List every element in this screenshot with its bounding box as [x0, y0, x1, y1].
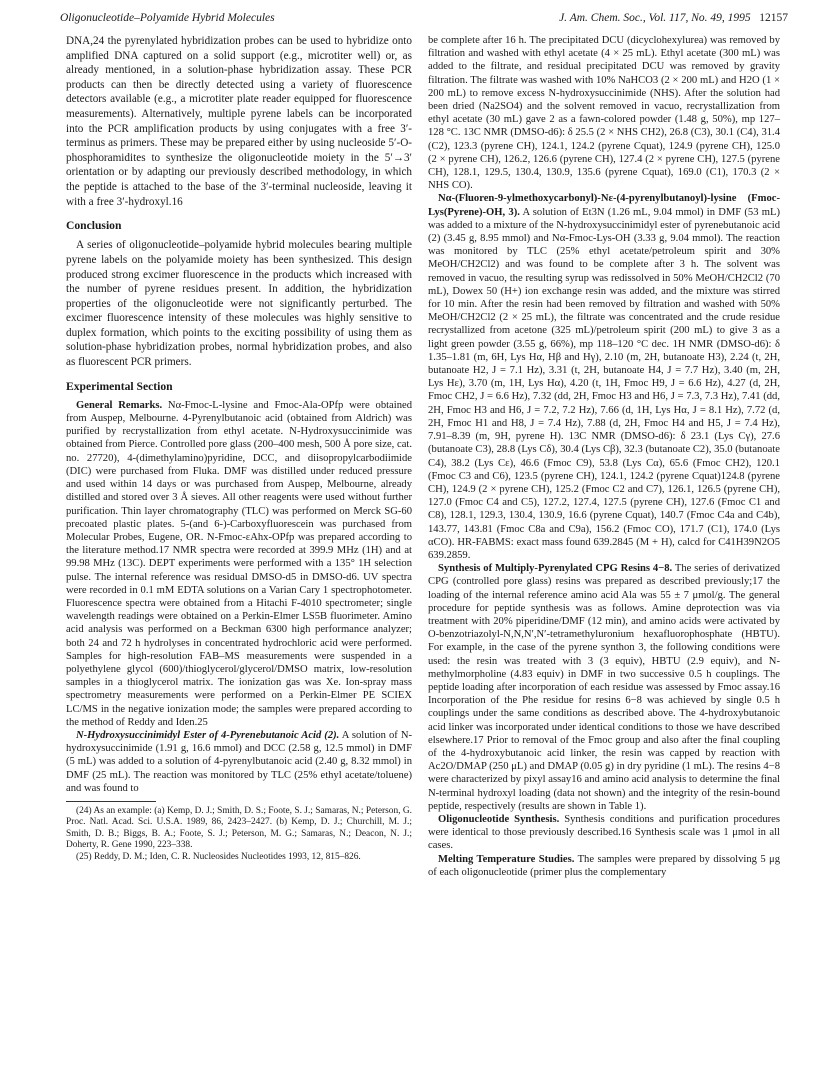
melting-paragraph	[428, 853, 780, 879]
general-remarks-text: Nα-Fmoc-L-lysine and Fmoc-Ala-OPfp were obtained from Auspep, Melbourne. 4-Pyrenylbutanoic acid (obtained from Aldrich) was purified by recrystallization from ethyl acetate. N-Hydroxysuccinimide was obtained from Pierce. Controlled pore glass (200–400 mesh, 500 Å pore size, cat. no. 27720), 4-(dimethylamino)pyridine, DCC, and diisopropylcarbodiimide (DIC) were purchased from Fluka. DMF was distilled under reduced pressure and used within 14 days or was purchased from Auspep, Melbourne, already distilled and stored over 3 Å sieves. All other reagents were used without further purification. Thin layer chromatography (TLC) was performed on Merck SG-60 precoated plastic plates. 5-(and 6-)-Carboxyfluorescein was purchased from Molecular Probes, Eugene, OR. N-Fmoc-εAhx-OPfp was prepared according to the literature method.17 NMR spectra were recorded at 399.9 MHz (1H) and at 99.98 MHz (13C). DEPT experiments were performed with a 135° 1H selection pulse. The internal reference was residual DMSO-d5 in DMSO-d6. UV spectra were recorded in 0.1 mM EDTA solutions on a Varian Cary 1 spectrophotometer. Fluorescence spectra were obtained from a Hitachi F-4010 spectrometer; single wavelength readings were obtained on a Perkin-Elmer LS5B fluorimeter. Amino acid analysis was performed on a Beckman 6300 high performance analyzer; both 24 and 72 h hydrolyses in concentrated hydrochloric acid were performed. Samples for high-resolution FAB–MS measurements were suspended in a polyethylene glycol (600)/thioglycerol/glycerol/DMSO matrix, low-resolution samples in a thioglycerol matrix. The ionization gas was Xe. Ion-spray mass spectrometry measurements were performed on a Perkin-Elmer PE SCIEX LC/MS in the negative ionization mode; the samples were prepared according to the method of Reddy and Iden.25	[66, 399, 412, 728]
running-header	[60, 12, 788, 30]
nhs-ester-continuation: be complete after 16 h. The precipitated DCU (dicyclohexylurea) was removed by filtration and washed with ethyl acetate (4 × 25 mL). Ethyl acetate (300 mL) was added to the filtrate, and residual precipitated DCU was removed by gravity filtration. The filtrate was washed with 10% NaHCO3 (2 × 200 mL) and H2O (1 × 200 mL) to remove excess N-hydroxysuccinimide (NHS). After the solution had been dried (Na2SO4) and the solvent removed in vacuo, recrystallization from ethyl acetate (30 mL) gave 2 as a fawn-colored powder (1.48 g, 50%), mp 127–128 °C. 13C NMR (DMSO-d6): δ 25.5 (2 × NHS CH2), 26.8 (C3), 30.1 (C4), 31.4 (C2), 123.3 (pyrene CH), 124.1, 124.2 (pyrene Cquat), 124.9 (pyrene CH), 125.0 (2 × pyrene CH), 126.2, 126.6 (pyrene CH), 127.4 (2 × pyrene CH), 127.5 (pyrene CH), 128.1, 129.5, 130.4, 130.9, 135.6 (pyrene Cquat), 169.0 (C1), 170.3 (2 × NHS CO).	[428, 35, 780, 192]
journal-citation	[559, 12, 788, 24]
fmoc-lys-title: Nα-(Fluoren-9-ylmethoxycarbonyl)-Nε-(4-pyrenylbutanoyl)-lysine (Fmoc-Lys(Pyrene)-OH, 3).	[428, 193, 780, 218]
experimental-heading: Experimental Section	[66, 379, 173, 393]
fmoc-lys-paragraph	[428, 192, 780, 562]
left-column	[66, 34, 412, 863]
oligo-synthesis-paragraph	[428, 813, 780, 853]
nhs-ester-paragraph	[66, 729, 412, 795]
citation-text: J. Am. Chem. Soc., Vol. 117, No. 49, 1995	[559, 12, 751, 24]
melting-title: Melting Temperature Studies.	[438, 853, 575, 865]
cpg-paragraph	[428, 562, 780, 813]
fmoc-lys-text: A solution of Et3N (1.26 mL, 9.04 mmol) in DMF (53 mL) was added to a mixture of the N-hydroxysuccinimidyl ester of pyrenebutanoic acid (2) (3.45 g, 8.95 mmol) and Nα-Fmoc-Lys-OH (3.33 g, 9.04 mmol). The reaction was monitored by TLC (25% ethyl acetate/petroleum spirit and 30% MeOH/CH2Cl2) and was found to be complete after 3 h. The solvent was removed in vacuo, the resulting syrup was redissolved in 50% MeOH/CH2Cl2 (70 mL), Dowex 50 (H+) ion exchange resin was added, and the mixture was stirred for 10 min. After the resin had been removed by filtration and washed with 50% MeOH/CH2Cl2 (2 × 25 mL), the filtrate was concentrated and the crude residue recrystallized from acetone (325 mL)/petroleum spirit (200 mL) to give 3 as a light green powder (3.55 g, 66%), mp 118–120 °C dec. 1H NMR (DMSO-d6): δ 1.35–1.81 (m, 6H, Lys Hα, Hβ and Hγ), 2.10 (m, 2H, butanoate H3), 2.24 (t, 2H, butanoate H2, J = 7.1 Hz), 3.31 (t, 2H, butanoate H4, J = 7.7 Hz), 3.40 (m, 2H, Lys Hε), 3.70 (m, 1H, Lys Hα), 4.20 (t, 1H, Fmoc H9, J = 6.6 Hz), 4.27 (d, 2H, Fmoc CH2, J = 6.6 Hz), 7.32 (dd, 2H, Fmoc H3 and H6, J = 7.3, 7.3 Hz), 7.41 (dd, 2H, Fmoc H3 and H6, J = 7.2, 7.2 Hz), 7.66 (d, 1H, Lys Hα, J = 8.1 Hz), 7.72 (d, 2H, Fmoc H1 and H8, J = 7.4 Hz), 7.88 (d, 2H, Fmoc H4 and H5, J = 7.4 Hz), 7.91–8.39 (m, 9H, pyrene H). 13C NMR (DMSO-d6): δ 23.1 (Lys Cγ), 27.6 (butanoate C3), 28.8 (Lys Cδ), 30.4 (Lys Cβ), 32.3 (butanoate C2), 35.0 (butanoate C4), 38.2 (Lys Cε), 46.6 (Fmoc C9), 53.8 (Lys Cα), 65.6 (Fmoc CH2), 120.1 (Fmoc C3 and C6), 123.5 (pyrene CH), 124.1, 124.2 (pyrene Cquat)124.8 (pyrene CH), 124.9 (2 × pyrene CH), 125.2 (Fmoc C2 and C7), 126.1, 126.5 (pyrene CH), 127.0 (Fmoc C4 and C5), 127.2, 127.4, 127.5 (pyrene CH), 127.6 (Fmoc C1 and C8), 128.1, 129.3, 130.4, 130.9, 16.6 (pyrene Cquat), 140.7 (Fmoc C4a and C4b), 143.77, 143.81 (Fmoc C8a and C9a), 156.2 (Fmoc CO), 171.7 (C1), 174.0 (Lys αCO). HR-FABMS: exact mass found 639.2845 (M + H), calcd for C41H39N2O5 639.2859.	[428, 206, 780, 561]
page-number: 12157	[759, 12, 788, 24]
oligo-synthesis-title: Oligonucleotide Synthesis.	[438, 813, 560, 825]
conclusion-paragraph: A series of oligonucleotide–polyamide hybrid molecules bearing multiple pyrene labels on the polyamide moiety has been synthesized. This design produced strong excimer fluorescence in the products which increased with the number of pyrene residues present. In addition, the hybridization properties of the oligonucleotide were not significantly perturbed. The excimer fluorescence intensity of these molecules was highly sensitive to duplex formation, which points to the exciting possibility of using them as solution-phase hybridization probes, normal hybridization probes, and also as fluorescent PCR primers.	[66, 239, 412, 369]
general-remarks-title: General Remarks.	[76, 399, 163, 411]
oligo-synthesis-text: Synthesis conditions and purification procedures were identical to those previously described.16 Synthesis scale was 1 μmol in all cases.	[428, 813, 780, 852]
intro-paragraph: DNA,24 the pyrenylated hybridization probes can be used to hybridize onto amplified DNA captured on a solid support (e.g., microtiter well) or, as already mentioned, in a solution-phase hybridization assay. These PCR products can then be directly detected using a variety of fluorescence detectors available (e.g., a microtiter plate reader equipped for fluorescence measurements). Alternatively, multiple pyrene labels can be incorporated into the PCR amplification products by using conjugates with a free 3′-terminus as primers. These may be prepared either by using nucleoside 5′-O-phosphoramidites to synthesize the oligonucleotide moiety in the 5′→3′ orientation or by adapting our previously described methodology, in which the peptide is attached to the base of the 3′-terminal nucleoside, leaving it with a free 3′-hydroxyl.16	[66, 35, 412, 208]
running-title: Oligonucleotide–Polyamide Hybrid Molecules	[60, 12, 275, 24]
melting-text: The samples were prepared by dissolving 5 μg of each oligonucleotide (primer plus the complementary	[428, 853, 780, 878]
footnote-24: (24) As an example: (a) Kemp, D. J.; Smith, D. S.; Foote, S. J.; Samaras, N.; Peterson, G. Proc. Natl. Acad. Sci. U.S.A. 1989, 86, 2423–2427. (b) Kemp, D. J.; Churchill, M. J.; Smith, D. B.; Biggs, B. A.; Foote, S. J.; Peterson, M. G.; Samaras, N.; Deacon, N. J.; Doherty, R. Gene 1990, 223–338.	[66, 805, 412, 851]
cpg-title: Synthesis of Multiply-Pyrenylated CPG Resins 4−8.	[438, 563, 673, 575]
footnote-25: (25) Reddy, D. M.; Iden, C. R. Nucleosides Nucleotides 1993, 12, 815–826.	[76, 851, 361, 862]
nhs-ester-text: A solution of N-hydroxysuccinimide (1.91 g, 16.6 mmol) and DCC (2.58 g, 12.5 mmol) in DMF (5 mL) was added to a solution of 4-pyrenylbutanoic acid (2.40 g, 8.32 mmol) in DMF (25 mL). The reaction was monitored by TLC (25% ethyl acetate/toluene) and was found to	[66, 729, 412, 794]
cpg-text: The series of derivatized CPG (controlled pore glass) resins was prepared as described previously;17 the loading of the internal reference amino acid Ala was 55 ± 7 μmol/g. The general procedure for peptide synthesis was as follows. Amine deprotection was via treatment with 20% piperidine/DMF (12 min), and amino acids were activated by O-benzotriazolyl-N,N,N′,N′-tetramethyluronium hexafluorophosphate (HBTU). For example, in the case of the pyrene synthon 3, the following conditions were used: the resin was treated with 3 (3 equiv), HBTU (2.9 equiv), and N-methylmorpholine (4.83 equiv) in DMF in two successive 0.5 h couplings. The peptide loading after incorporation of each residue was assessed by Fmoc assay.16 Incorporation of the Phe residue for resins 6−8 was achieved by single 0.5 h couplings under the same conditions as described above. The 4-hydroxybutanoic acid linker was incorporated under identical conditions to those we have described elsewhere.17 Prior to removal of the Fmoc group and also after the final coupling of the 4-hydroxybutanoic acid linker, the resin was capped by reaction with Ac2O/DMAP (250 μL) and DMAP (0.05 g) in dry pyridine (1 mL). The resins 4−8 were characterized by pixyl assay16 and amino acid analysis to determine the final N-terminal hydroxyl loading (data not shown) and the integrity of the resin-bound peptide, respectively (results are shown in Table 1).	[428, 563, 781, 812]
conclusion-heading: Conclusion	[66, 219, 122, 233]
general-remarks-paragraph	[66, 399, 412, 729]
right-column	[428, 34, 780, 879]
nhs-ester-title: N-Hydroxysuccinimidyl Ester of 4-Pyrenebutanoic Acid (2).	[76, 729, 340, 741]
